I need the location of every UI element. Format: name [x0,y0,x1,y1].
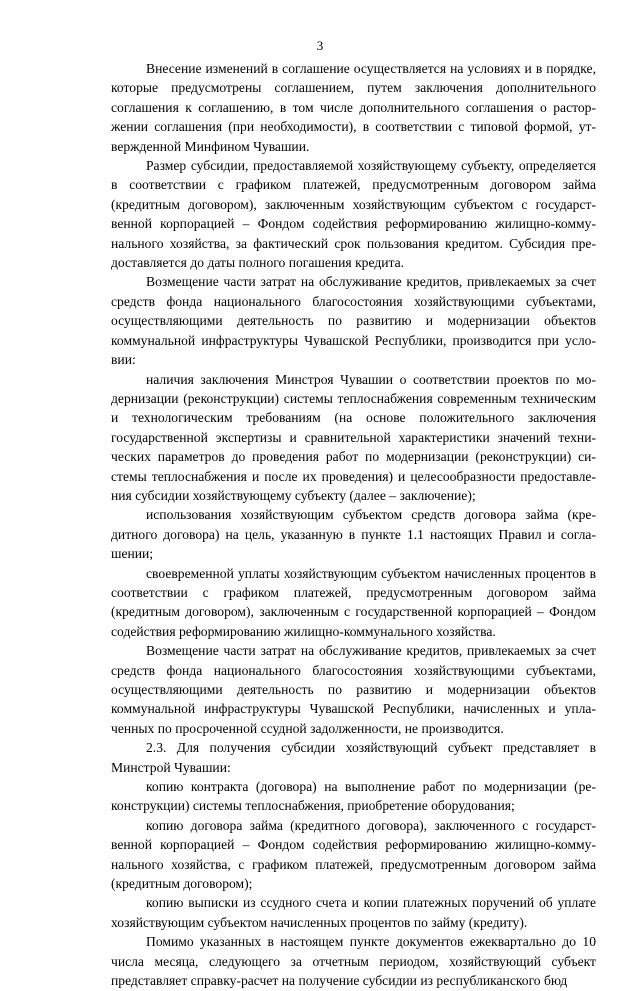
paragraph-condition-loan-use: использования хозяйствующим субъектом средств договора займа (кредитного договора) на цель, указанную в пункте 1.1 настоящих Правил и соглашении; [111,507,596,562]
document-body [111,59,596,991]
paragraph-condition-conclusion: наличия заключения Минстроя Чувашии о соответствии проектов по модернизации (реконструкции) системы теплоснабжения современным техническим и технологическим требованиям (на основе положительного заключения государственной экспертизы и сравнительной характеристики значений технических параметров до проведения работ по модернизации (реконструкции) системы теплоснабжения и после их проведения) и целесообразности предоставления субсидии хозяйствующему субъекту (далее – заключение); [111,371,596,503]
paragraph-quarterly-report: Помимо указанных в настоящем пункте документов ежеквартально до 10 числа месяца, следующего за отчетным периодом, хозяйствующий субъект представляет справку-расчет на получение субсидии из республиканского бюд [111,934,596,989]
paragraph-doc-loan-agreement-copy: копию договора займа (кредитного договора), заключенного с государственной корпорацией – Фондом содействия реформированию жилищно-коммунального хозяйства, с графиком платежей, предусмотренным договором займа (кредитным договором); [111,817,596,892]
paragraph-section-2-3: 2.3. Для получения субсидии хозяйствующий субъект представляет в Минстрой Чувашии: [111,740,596,775]
paragraph-reimbursement-conditions: Возмещение части затрат на обслуживание кредитов, привлекаемых за счет средств фонда национального благосостояния хозяйствующими субъектами, осуществляющими деятельность по развитию и модернизации объектов коммунальной инфраструктуры Чувашской Республики, производится при условии: [111,274,596,368]
paragraph-amendments: Внесение изменений в соглашение осуществляется на условиях и в порядке, которые предусмотрены соглашением, путем заключения дополнительного соглашения к соглашению, в том числе дополнительного соглашения о расторжении соглашения (при необходимости), в соответствии с типовой формой, утвержденной Минфином Чувашии. [111,61,596,154]
paragraph-doc-account-statement: копию выписки из ссудного счета и копии платежных поручений об уплате хозяйствующим субъектом начисленных процентов по займу (кредиту). [111,895,596,930]
paragraph-subsidy-amount: Размер субсидии, предоставляемой хозяйствующему субъекту, определяется в соответствии с графиком платежей, предусмотренным договором займа (кредитным договором), заключенным хозяйствующим субъектом с государственной корпорацией – Фондом содействия реформированию жилищно-коммунального хозяйства, за фактический срок пользования кредитом. Субсидия предоставляется до даты полного погашения кредита. [111,158,596,271]
paragraph-overdue-exclusion: Возмещение части затрат на обслуживание кредитов, привлекаемых за счет средств фонда национального благосостояния хозяйствующими субъектами, осуществляющими деятельность по развитию и модернизации объектов коммунальной инфраструктуры Чувашской Республики, начисленных и уплаченных по просроченной ссудной задолженности, не производится. [111,643,596,736]
paragraph-condition-timely-payment: своевременной уплаты хозяйствующим субъектом начисленных процентов в соответствии с графиком платежей, предусмотренным договором займа (кредитным договором), заключенным с государственной корпорацией – Фондом содействия реформированию жилищно-коммунального хозяйства. [111,565,596,639]
page-number: 3 [316,38,324,53]
paragraph-doc-contract-copy: копию контракта (договора) на выполнение работ по модернизации (реконструкции) системы теплоснабжения, приобретение оборудования; [111,779,596,814]
